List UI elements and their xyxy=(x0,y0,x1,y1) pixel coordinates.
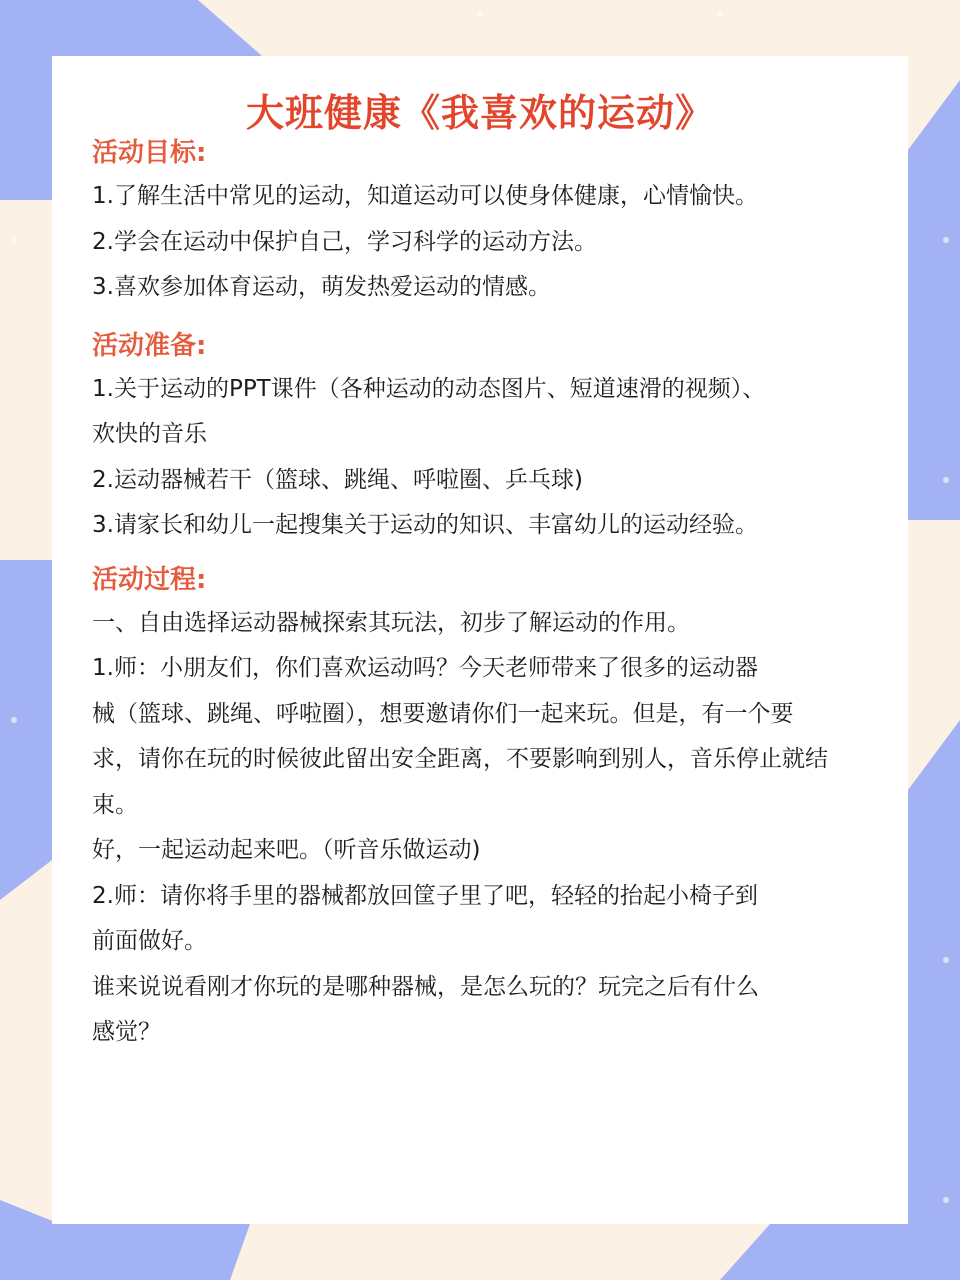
section-heading-preparation: 活动准备: xyxy=(92,330,207,361)
process-line: 一、自由选择运动器械探索其玩法，初步了解运动的作用。 xyxy=(92,609,690,636)
page-title: 大班健康《我喜欢的运动》 xyxy=(245,91,714,135)
preparation-line: 1.关于运动的PPT课件（各种运动的动态图片、短道速滑的视频）、 xyxy=(92,375,766,402)
section-preparation xyxy=(92,325,902,549)
section-heading-process: 活动过程: xyxy=(92,564,207,595)
goal-line: 3.喜欢参加体育运动，萌发热爱运动的情感。 xyxy=(92,274,551,300)
process-line: 1.师：小朋友们，你们喜欢运动吗？今天老师带来了很多的运动器 xyxy=(92,655,758,681)
preparation-line: 欢快的音乐 xyxy=(92,421,207,447)
process-line: 谁来说说看刚才你玩的是哪种器械，是怎么玩的？玩完之后有什么 xyxy=(92,973,759,1000)
process-line: 2.师：请你将手里的器械都放回筐子里了吧，轻轻的抬起小椅子到 xyxy=(92,882,758,909)
process-line: 束。 xyxy=(92,791,138,818)
section-goals xyxy=(92,132,902,311)
section-process xyxy=(92,559,902,1056)
goal-line: 1.了解生活中常见的运动，知道运动可以使身体健康，心情愉快。 xyxy=(92,183,758,209)
section-heading-goals: 活动目标: xyxy=(92,138,207,168)
process-line: 好，一起运动起来吧。（听音乐做运动) xyxy=(92,837,481,863)
process-line: 求，请你在玩的时候彼此留出安全距离，不要影响到别人，音乐停止就结 xyxy=(92,746,828,772)
process-line: 感觉？ xyxy=(92,1019,161,1045)
preparation-line: 2.运动器械若干（篮球、跳绳、呼啦圈、乒乓球) xyxy=(92,466,583,493)
process-line: 械（篮球、跳绳、呼啦圈），想要邀请你们一起来玩。但是，有一个要 xyxy=(92,700,794,727)
goal-line: 2.学会在运动中保护自己，学习科学的运动方法。 xyxy=(92,228,597,255)
preparation-line: 3.请家长和幼儿一起搜集关于运动的知识、丰富幼儿的运动经验。 xyxy=(92,512,758,538)
document-body xyxy=(92,132,902,1056)
process-line: 前面做好。 xyxy=(92,928,207,954)
